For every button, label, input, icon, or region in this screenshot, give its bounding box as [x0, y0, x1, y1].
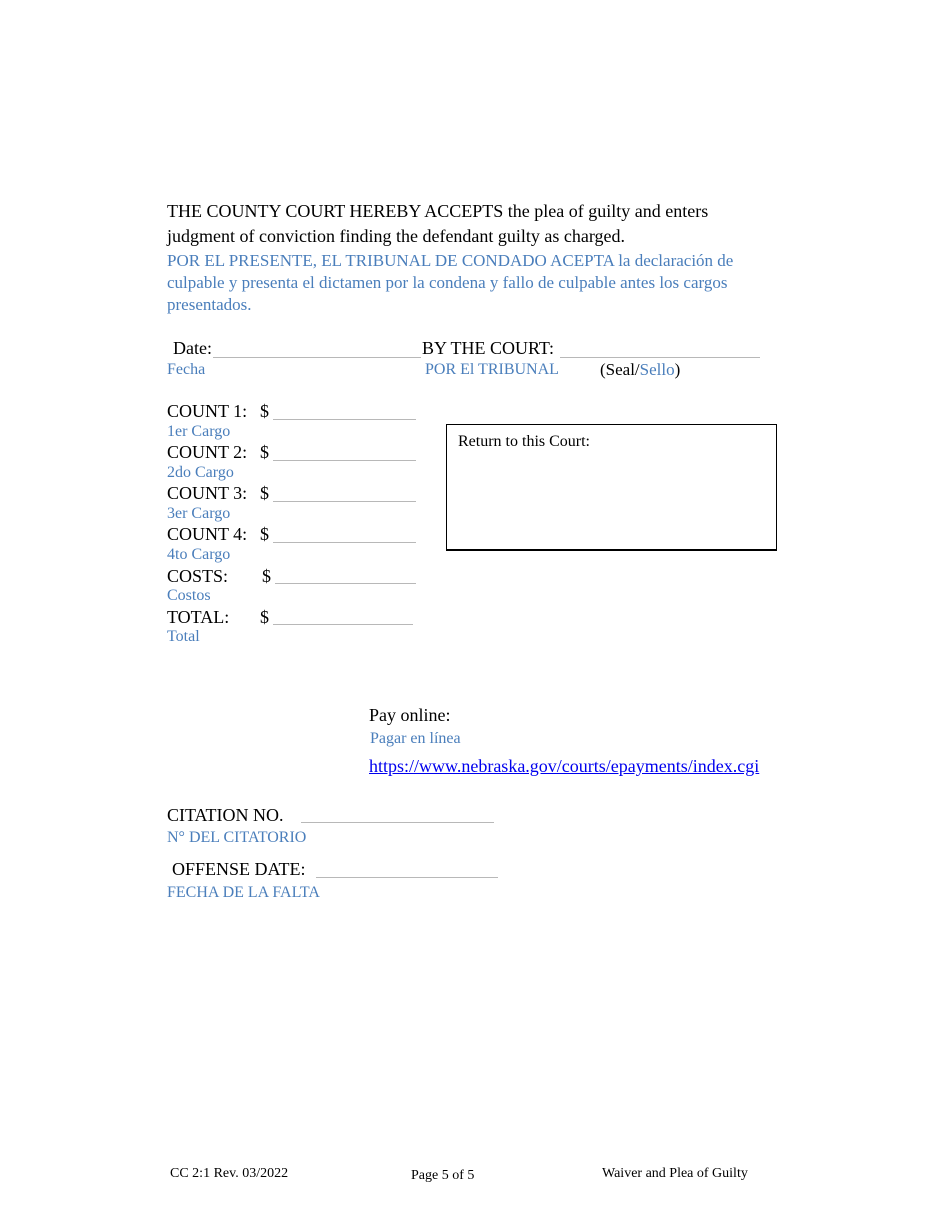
court-signature-field[interactable] [560, 357, 760, 358]
date-label: Date: [173, 338, 212, 358]
count-1-label-es: 1er Cargo [167, 423, 231, 440]
count-4-label: COUNT 4: [167, 524, 248, 544]
count-1-label: COUNT 1: [167, 401, 248, 421]
count-3-currency: $ [260, 483, 269, 503]
total-currency: $ [260, 607, 269, 627]
date-label-es: Fecha [167, 361, 206, 378]
pay-online-label-es: Pagar en línea [370, 730, 461, 747]
offense-date-label-es: FECHA DE LA FALTA [167, 884, 320, 901]
judgment-statement-es: POR EL PRESENTE, EL TRIBUNAL DE CONDADO ACEPTA la declaración de culpable y presenta el dictamen por la condena y fallo de culpable antes los cargos presentados. [167, 251, 734, 314]
costs-label: COSTS: [167, 566, 229, 586]
count-1-amount-field[interactable] [273, 419, 416, 420]
count-4-label-es: 4to Cargo [167, 546, 231, 563]
costs-amount-field[interactable] [275, 583, 416, 584]
page-number: Page 5 of 5 [411, 1168, 475, 1183]
count-2-currency: $ [260, 442, 269, 462]
by-the-court-label: BY THE COURT: [422, 338, 555, 358]
costs-currency: $ [262, 566, 271, 586]
citation-number-label-es: N° DEL CITATORIO [167, 829, 307, 846]
return-address-box[interactable] [446, 424, 777, 551]
payment-link[interactable]: https://www.nebraska.gov/courts/epayments/index.cgi [369, 756, 760, 776]
count-2-label: COUNT 2: [167, 442, 248, 462]
total-amount-field[interactable] [273, 624, 413, 625]
citation-number-label: CITATION NO. [167, 805, 284, 825]
count-2-amount-field[interactable] [273, 460, 416, 461]
count-1-currency: $ [260, 401, 269, 421]
offense-date-label: OFFENSE DATE: [172, 859, 306, 879]
offense-date-field[interactable] [316, 877, 498, 878]
count-3-label: COUNT 3: [167, 483, 248, 503]
citation-number-field[interactable] [301, 822, 494, 823]
count-2-label-es: 2do Cargo [167, 464, 234, 481]
by-the-court-label-es: POR El TRIBUNAL [425, 361, 559, 378]
count-4-currency: $ [260, 524, 269, 544]
judgment-statement-en: THE COUNTY COURT HEREBY ACCEPTS the plea of guilty and enters judgment of conviction finding the defendant guilty as charged. [167, 201, 709, 246]
form-id: CC 2:1 Rev. 03/2022 [170, 1166, 289, 1181]
costs-label-es: Costos [167, 587, 211, 604]
date-field[interactable] [213, 357, 421, 358]
return-address-label: Return to this Court: [458, 433, 590, 450]
count-3-amount-field[interactable] [273, 501, 416, 502]
form-title: Waiver and Plea of Guilty [602, 1166, 748, 1181]
pay-online-label: Pay online: [369, 705, 451, 725]
count-3-label-es: 3er Cargo [167, 505, 231, 522]
total-label: TOTAL: [167, 607, 230, 627]
count-4-amount-field[interactable] [273, 542, 416, 543]
seal-label: (Seal/Sello) [600, 360, 681, 379]
total-label-es: Total [167, 628, 200, 645]
